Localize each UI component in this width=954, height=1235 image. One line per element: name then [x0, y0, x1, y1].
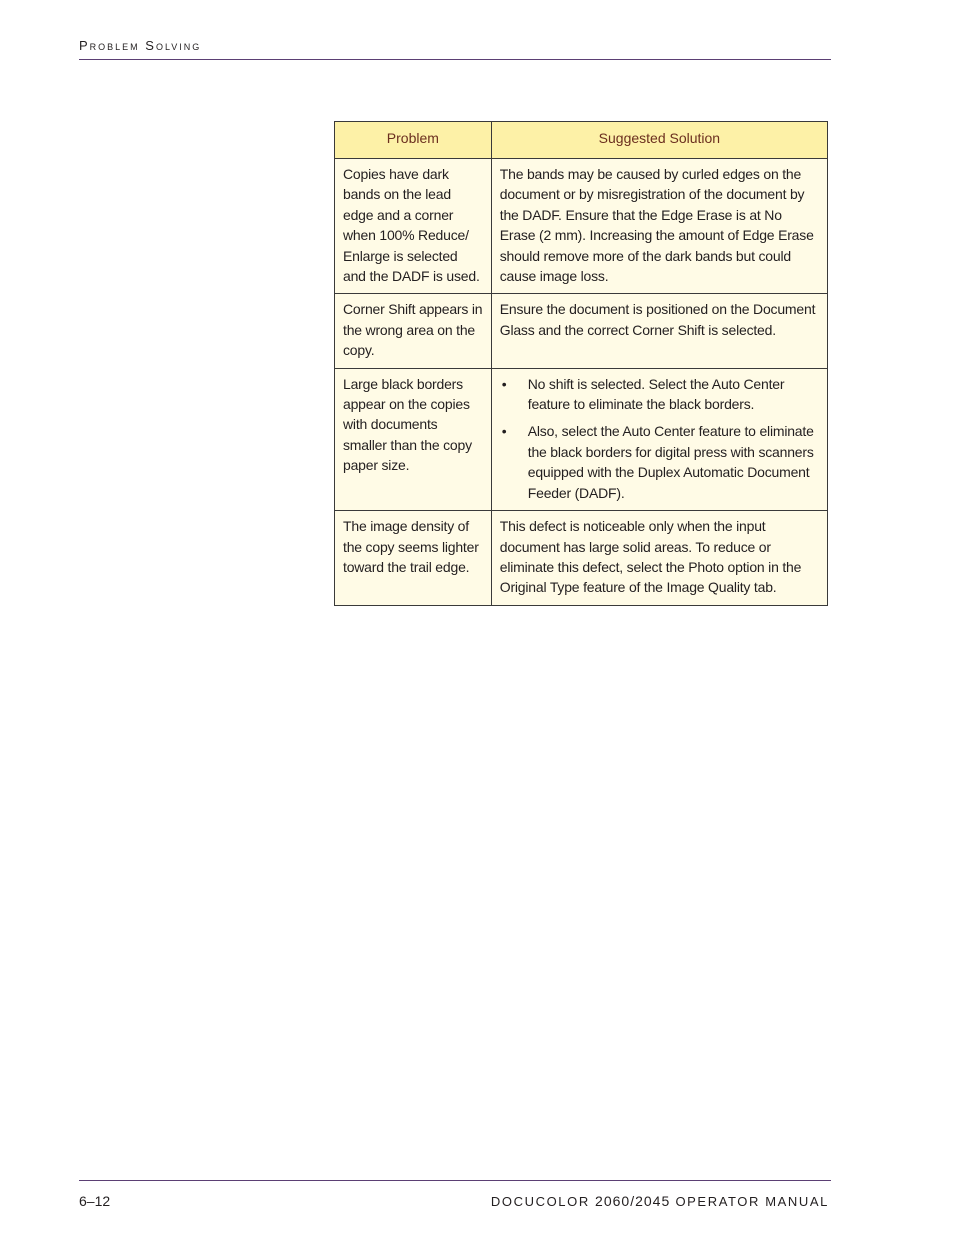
solution-bullet: [500, 421, 819, 503]
page-header: [79, 38, 831, 60]
page-number: 6–12: [79, 1193, 111, 1209]
troubleshooting-table: [334, 121, 828, 606]
page-footer: [79, 1180, 831, 1209]
solution-cell: [491, 368, 827, 510]
table-row: [335, 294, 828, 368]
solution-cell: This defect is noticeable only when the input document has large solid areas. To reduce or eliminate this defect, select the Photo option in the Original Type feature of the Image Quality tab.: [491, 511, 827, 606]
problem-cell: Corner Shift appears in the wrong area on the copy.: [335, 294, 492, 368]
manual-title-prefix: DOCUCOLOR: [490, 1194, 596, 1209]
problem-cell: Large black borders appear on the copies with documents smaller than the copy paper size.: [335, 368, 492, 510]
problem-cell: The image density of the copy seems lighter toward the trail edge.: [335, 511, 492, 606]
table-row: [335, 159, 828, 294]
solution-cell: Ensure the document is positioned on the Document Glass and the correct Corner Shift is selected.: [491, 294, 827, 368]
table-row: [335, 511, 828, 606]
table-header-row: [335, 122, 828, 159]
solution-cell: The bands may be caused by curled edges on the document or by misregistration of the document by the DADF. Ensure that the Edge Erase is at No Erase (2 mm). Increasing the amount of Edge Erase should remove more of the dark bands but could cause image loss.: [491, 159, 827, 294]
bullet-text: Also, select the Auto Center feature to eliminate the black borders for digital press with scanners equipped with the Duplex Automatic Document Feeder (DADF).: [527, 423, 814, 501]
solution-bullet: [500, 374, 819, 415]
section-title: Problem Solving: [79, 38, 202, 53]
bullet-icon: •: [501, 423, 507, 440]
column-header-solution: Suggested Solution: [491, 122, 827, 159]
problem-cell: Copies have dark bands on the lead edge and a corner when 100% Reduce/ Enlarge is selected and the DADF is used.: [335, 159, 492, 294]
column-header-problem: Problem: [335, 122, 492, 159]
manual-model: 2060/2045: [595, 1193, 671, 1209]
table-row: [335, 368, 828, 510]
bullet-icon: •: [501, 375, 507, 392]
solution-bullet-list: [500, 374, 819, 503]
manual-title-suffix: OPERATOR MANUAL: [670, 1194, 829, 1209]
manual-title: [491, 1193, 829, 1209]
bullet-text: No shift is selected. Select the Auto Center feature to eliminate the black borders.: [527, 375, 785, 413]
